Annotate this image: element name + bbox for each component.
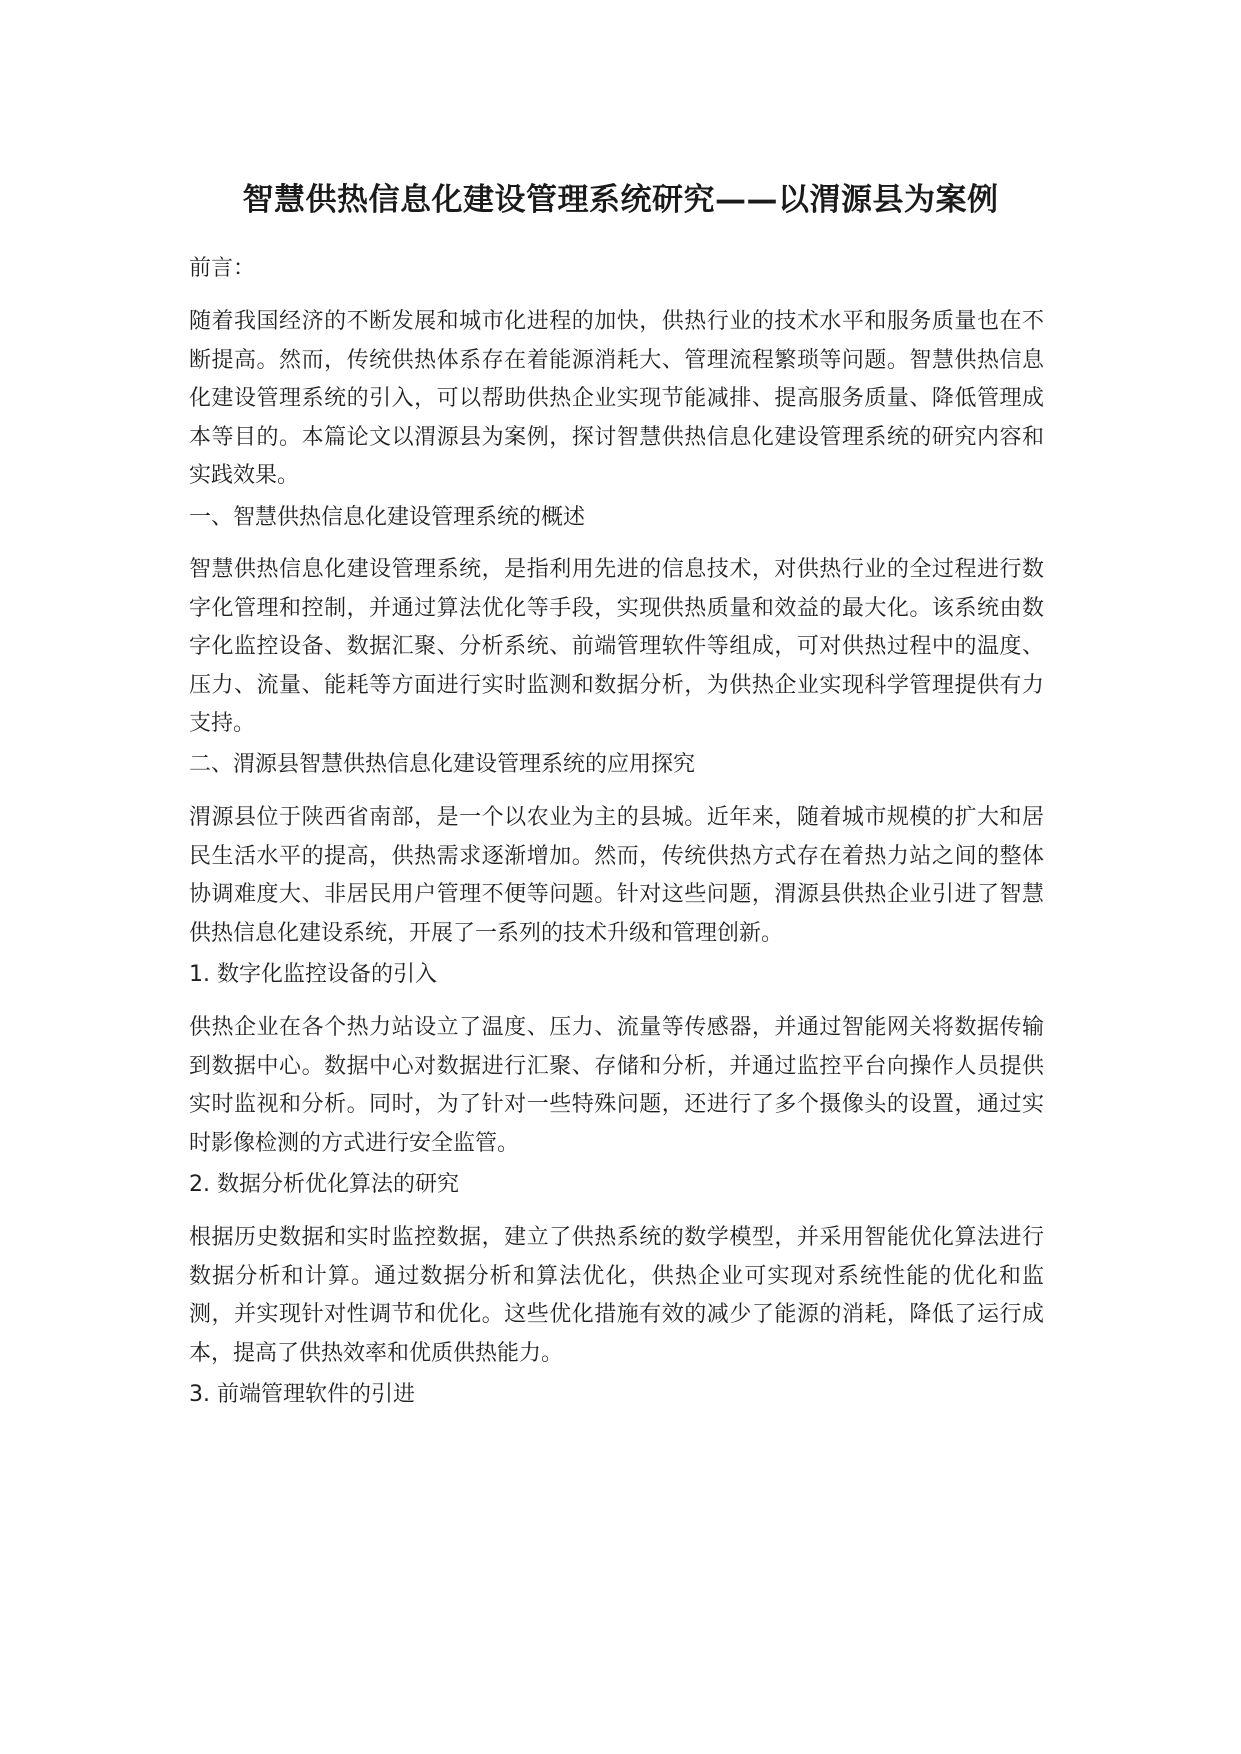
preface-paragraph: 随着我国经济的不断发展和城市化进程的加快，供热行业的技术水平和服务质量也在不断提高。然而，传统供热体系存在着能源消耗大、管理流程繁琐等问题。智慧供热信息化建设管理系统的引入，可以帮助供热企业实现节能减排、提高服务质量、降低管理成本等目的。本篇论文以渭源县为案例，探讨智慧供热信息化建设管理系统的研究内容和实践效果。 xyxy=(189,309,1044,489)
subsection-3-heading: 3. 前端管理软件的引进 xyxy=(189,1382,415,1407)
document-title: 智慧供热信息化建设管理系统研究——以渭源县为案例 xyxy=(242,182,999,218)
subsection-1-paragraph: 供热企业在各个热力站设立了温度、压力、流量等传感器，并通过智能网关将数据传输到数据中心。数据中心对数据进行汇聚、存储和分析，并通过监控平台向操作人员提供实时监视和分析。同时，为了针对一些特殊问题，还进行了多个摄像头的设置，通过实时影像检测的方式进行安全监管。 xyxy=(189,1015,1044,1156)
preface-label: 前言： xyxy=(189,256,256,281)
section-2-heading: 二、渭源县智慧供热信息化建设管理系统的应用探究 xyxy=(189,752,696,777)
section-1-paragraph: 智慧供热信息化建设管理系统，是指利用先进的信息技术，对供热行业的全过程进行数字化管理和控制，并通过算法优化等手段，实现供热质量和效益的最大化。该系统由数字化监控设备、数据汇聚、分析系统、前端管理软件等组成，可对供热过程中的温度、压力、流量、能耗等方面进行实时监测和数据分析，为供热企业实现科学管理提供有力支持。 xyxy=(189,557,1044,737)
subsection-2-paragraph: 根据历史数据和实时监控数据，建立了供热系统的数学模型，并采用智能优化算法进行数据分析和计算。通过数据分析和算法优化，供热企业可实现对系统性能的优化和监测，并实现针对性调节和优化。这些优化措施有效的减少了能源的消耗，降低了运行成本，提高了供热效率和优质供热能力。 xyxy=(189,1225,1044,1366)
section-2-paragraph: 渭源县位于陕西省南部，是一个以农业为主的县城。近年来，随着城市规模的扩大和居民生活水平的提高，供热需求逐渐增加。然而，传统供热方式存在着热力站之间的整体协调难度大、非居民用户管理不便等问题。针对这些问题，渭源县供热企业引进了智慧供热信息化建设系统，开展了一系列的技术升级和管理创新。 xyxy=(189,805,1044,946)
subsection-1-heading: 1. 数字化监控设备的引入 xyxy=(189,962,437,987)
section-1-heading: 一、智慧供热信息化建设管理系统的概述 xyxy=(189,505,586,530)
subsection-2-heading: 2. 数据分析优化算法的研究 xyxy=(189,1172,459,1197)
